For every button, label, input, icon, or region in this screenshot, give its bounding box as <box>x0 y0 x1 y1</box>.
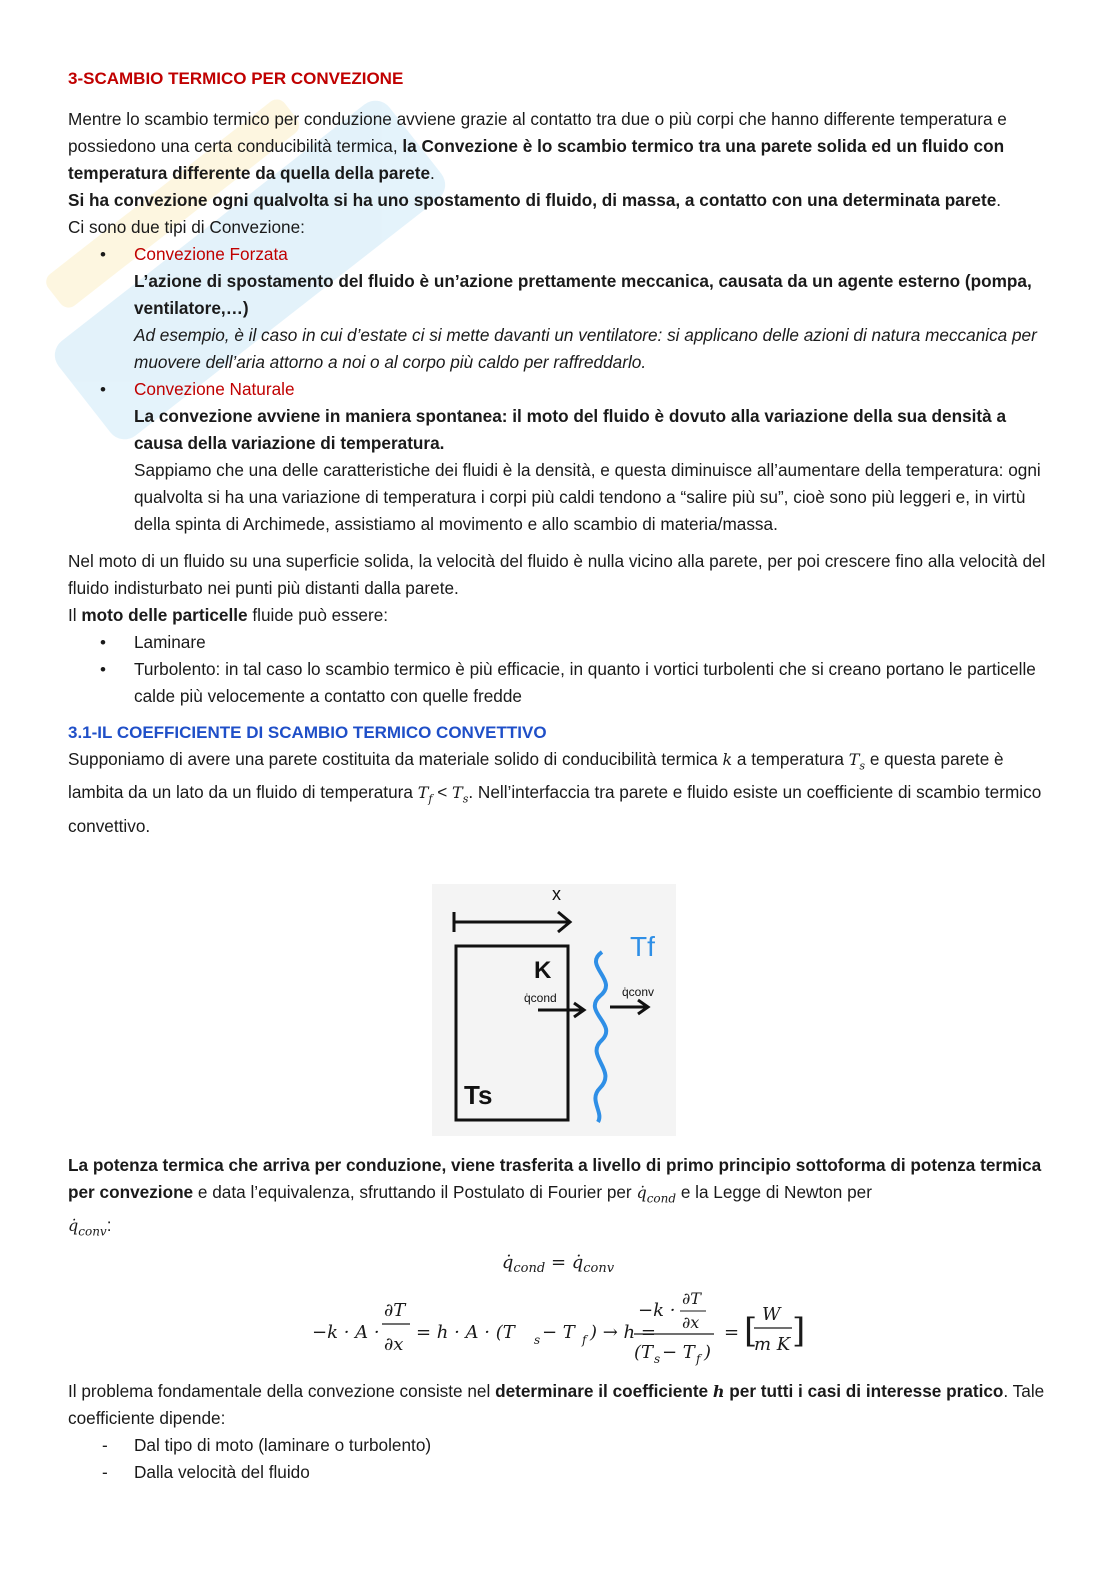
x-axis-label: x <box>552 884 561 904</box>
list-item: • Convezione Naturale La convezione avviene in maniera spontanea: il moto del fluido è dovuto alla variazione della sua densità a causa della variazione di temperatura. Sappiamo che una delle caratteristiche dei fluidi è la densità, e questa diminuisce all’aumentare della temperatura: ogni qualvolta si ha una variazione di temperatura i corpi più caldi tendono a “salire più su”, cioè sono più leggeri e, in virtù della spinta di Archimede, assistiamo al movimento e allo scambio di materia/massa. <box>68 376 1048 538</box>
svg-text:=: = <box>724 1322 740 1343</box>
svg-text:∂T: ∂T <box>384 1300 406 1321</box>
svg-text:= h · A · (T: = h · A · (T <box>416 1322 515 1343</box>
intro-paragraph-2: Si ha convezione ogni qualvolta si ha uno spostamento di fluido, di massa, a contatto con una determinata parete. <box>68 190 1002 210</box>
wall-fluid-diagram <box>432 884 676 1136</box>
svg-text:− T: − T <box>542 1322 575 1343</box>
list-item: • Convezione Forzata L’azione di spostamento del fluido è un’azione prettamente meccanica, causata da un agente esterno (pompa, ventilatore,…) Ad esempio, è il caso in cui d’estate ci si mette davanti un ventilatore: si applicano delle azioni di natura meccanica per muovere dell’aria attorno a noi o al corpo più caldo per raffreddarlo. <box>68 241 1048 376</box>
q-cond-label: q̇cond <box>524 991 557 1005</box>
list-item: - Dal tipo di moto (laminare o turbolento) <box>68 1432 1048 1459</box>
motion-paragraph-2: Il moto delle particelle fluide può essere: <box>68 605 389 625</box>
conductivity-label: K <box>534 957 552 984</box>
svg-text:W: W <box>762 1304 781 1325</box>
convection-types-list <box>68 241 1048 538</box>
svg-text:∂x: ∂x <box>682 1313 700 1332</box>
subsection-paragraph: Supponiamo di avere una parete costituita da materiale solido di conducibilità termica k a temperatura $T_s$ e questa parete è lambita da un lato da un fluido di temperatura $T_f < T_s$. Nell’interfaccia tra parete e fluido esiste un coefficiente di scambio termico convettivo. <box>68 749 1042 836</box>
svg-text:) → h =: ) → h = <box>590 1322 656 1343</box>
dependency-list <box>68 1432 1048 1486</box>
q-conv-label: q̇conv <box>622 985 655 999</box>
subsection-heading: 3.1-IL COEFFICIENTE DI SCAMBIO TERMICO CONVETTIVO <box>68 723 547 742</box>
svg-text:f: f <box>696 1352 701 1366</box>
list-item: • Turbolento: in tal caso lo scambio termico è più efficacie, in quanto i vortici turbolenti che si creano portano le particelle calde più velocemente a contatto con quelle fredde <box>68 656 1048 710</box>
intro-paragraph: Mentre lo scambio termico per conduzione avviene grazie al contatto tra due o più corpi che hanno differente temperatura e possiedono una certa conducibilità termica, la Convezione è lo scambio termico tra una parete solida ed un fluido con temperatura differente da quella della parete. <box>68 109 1007 183</box>
svg-text:−k ·: −k · <box>638 1300 676 1321</box>
svg-text:− T: − T <box>662 1342 695 1363</box>
svg-text:(T: (T <box>634 1342 654 1363</box>
svg-text:s: s <box>654 1352 661 1366</box>
section-heading: 3-SCAMBIO TERMICO PER CONVEZIONE <box>68 69 404 88</box>
equality-equation: $q̇_{cond}$ = $q̇_{conv}$ <box>501 1252 615 1277</box>
fourier-paragraph: La potenza termica che arriva per conduzione, viene trasferita a livello di primo principio sottoforma di potenza termica per convezione e data l’equivalenza, sfruttando il Postulato di Fourier per $q̇_{cond}$ e la Legge di Newton per $q̇_{conv}$: <box>68 1155 1042 1239</box>
svg-text:): ) <box>704 1342 712 1363</box>
tf-label: Tf <box>630 931 655 962</box>
svg-text:f: f <box>582 1333 587 1347</box>
convective-coefficient-equation <box>310 1286 810 1366</box>
outro-paragraph: Il problema fondamentale della convezione consiste nel determinare il coefficiente h per tutti i casi di interesse pratico. Tale coefficiente dipende: - Dal tipo di moto (laminare o turbolento) - Dalla velocità del fluido <box>68 1378 1048 1486</box>
intro-paragraph-3: Ci sono due tipi di Convezione: <box>68 217 305 237</box>
svg-text:∂x: ∂x <box>384 1334 404 1355</box>
svg-text:s: s <box>534 1333 541 1347</box>
svg-text:[: [ <box>744 1311 758 1351</box>
ts-label: Ts <box>464 1080 493 1110</box>
page-body <box>68 66 1048 840</box>
svg-text:]: ] <box>792 1311 806 1351</box>
svg-text:∂T: ∂T <box>682 1289 701 1308</box>
motion-paragraph: Nel moto di un fluido su una superficie solida, la velocità del fluido è nulla vicino alla parete, per poi crescere fino alla velocità del fluido indisturbato nei punti più distanti dalla parete. <box>68 551 1046 598</box>
motion-list <box>68 629 1048 710</box>
svg-text:m K: m K <box>754 1334 791 1355</box>
list-item: • Laminare <box>68 629 1048 656</box>
svg-text:−k · A ·: −k · A · <box>312 1322 380 1343</box>
list-item: - Dalla velocità del fluido <box>68 1459 1048 1486</box>
